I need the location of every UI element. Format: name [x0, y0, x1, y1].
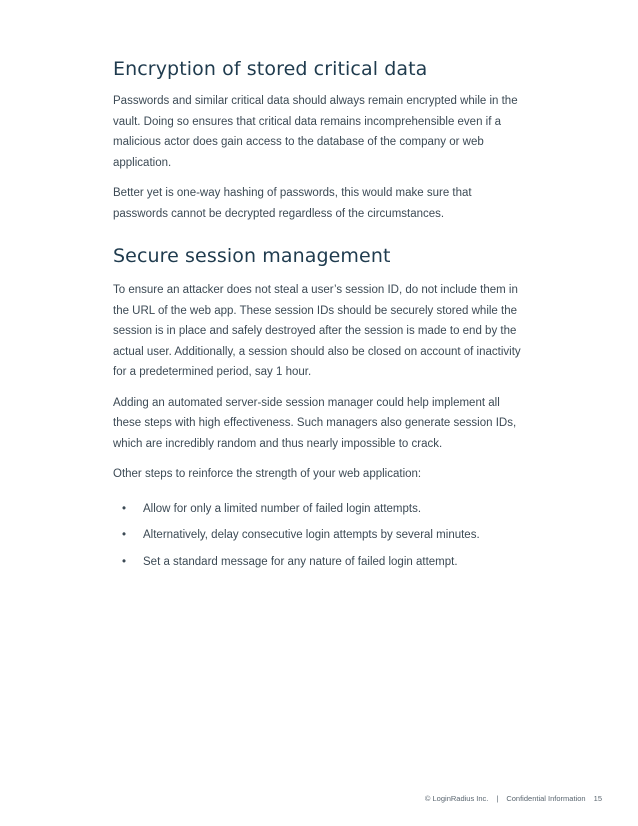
- paragraph-session-2: Adding an automated server-side session manager could help implement all these steps with high effectiveness. Such managers also generate session IDs, which are incredibly random and thus nearly impossible to crack.: [113, 396, 517, 450]
- footer-separator: |: [496, 794, 499, 803]
- bullet-icon: •: [122, 529, 127, 541]
- section-title-session: Secure session management: [113, 245, 391, 267]
- bullet-icon: •: [122, 502, 127, 515]
- steps-list: [113, 499, 523, 573]
- paragraph-session-3: Other steps to reinforce the strength of your web application:: [113, 468, 422, 480]
- footer-confidential: Confidential Information: [506, 794, 586, 803]
- paragraph-encryption-1: Passwords and similar critical data should always remain encrypted while in the vault. Doing so ensures that critical data remains incomprehensible even if a malicious actor does gain access to the database of the company or web application.: [113, 95, 518, 169]
- list-item-text: Set a standard message for any nature of failed login attempt.: [143, 555, 458, 568]
- paragraph-session-1: To ensure an attacker does not steal a user’s session ID, do not include them in the URL of the web app. These session IDs should be securely stored while the session is in place and safely destroyed after the session is made to end by the actual user. Additionally, a session should also be closed on account of inactivity for a predetermined period, say 1 hour.: [113, 284, 521, 378]
- list-item: [113, 499, 523, 520]
- list-item-text: Allow for only a limited number of failed login attempts.: [143, 502, 422, 515]
- bullet-icon: •: [122, 555, 127, 568]
- list-item: [113, 552, 523, 573]
- list-item: [113, 525, 523, 546]
- page-footer: [425, 794, 602, 803]
- section-title-encryption: Encryption of stored critical data: [113, 58, 428, 80]
- paragraph-encryption-2: Better yet is one-way hashing of passwords, this would make sure that passwords cannot be decrypted regardless of the circumstances.: [113, 187, 472, 220]
- list-item-text: Alternatively, delay consecutive login attempts by several minutes.: [143, 529, 480, 541]
- document-page: [113, 52, 523, 578]
- page-number: 15: [593, 794, 602, 803]
- footer-copyright: © LoginRadius Inc.: [424, 794, 489, 803]
